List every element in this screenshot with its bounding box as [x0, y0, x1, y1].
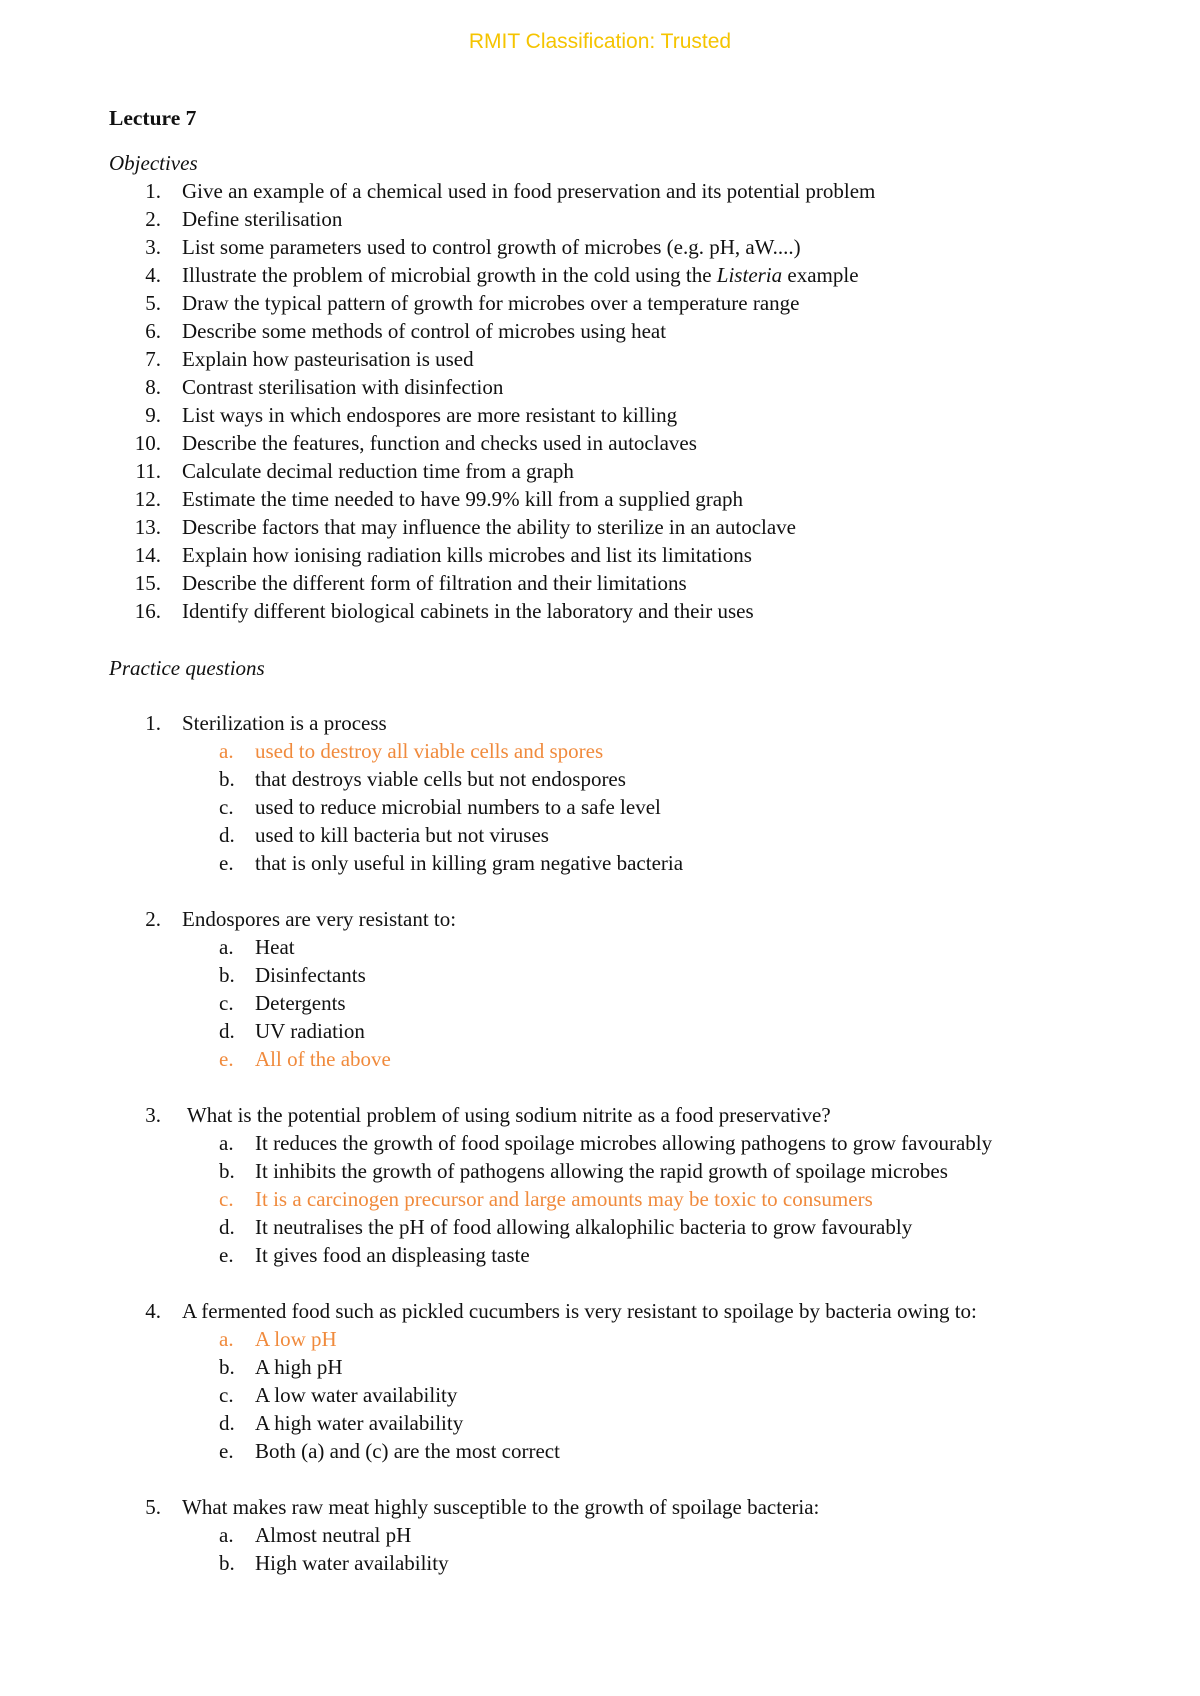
- option-text: Almost neutral pH: [255, 1523, 412, 1547]
- objective-text: Explain how ionising radiation kills microbes and list its limitations: [182, 543, 752, 567]
- objectives-heading: Objectives: [109, 151, 198, 175]
- option-text: Disinfectants: [255, 963, 366, 987]
- question-stem: [109, 1493, 1139, 1521]
- option-text: It neutralises the pH of food allowing alkalophilic bacteria to grow favourably: [255, 1215, 913, 1239]
- objective-item: [109, 317, 1139, 345]
- option-letter: d.: [219, 1411, 235, 1435]
- objective-text: Contrast sterilisation with disinfection: [182, 375, 504, 399]
- objective-item: [109, 429, 1139, 457]
- objective-number: 2.: [145, 207, 161, 231]
- option-text: A low pH: [255, 1327, 337, 1351]
- option-letter: c.: [219, 1187, 234, 1211]
- objective-text: Calculate decimal reduction time from a graph: [182, 459, 574, 483]
- option-text: High water availability: [255, 1551, 449, 1575]
- objective-number: 16.: [134, 599, 161, 623]
- option-text: Detergents: [255, 991, 346, 1015]
- objective-text: Describe factors that may influence the ability to sterilize in an autoclave: [182, 515, 797, 539]
- question-stem: [109, 709, 1139, 737]
- answer-option-correct: [109, 1185, 1139, 1213]
- objective-number: 12.: [134, 487, 161, 511]
- answer-option: [109, 765, 1139, 793]
- objective-item: [109, 513, 1139, 541]
- option-letter: c.: [219, 1383, 234, 1407]
- option-text: that is only useful in killing gram negative bacteria: [255, 851, 684, 875]
- objective-item: [109, 597, 1139, 625]
- document-body: [109, 103, 1139, 1577]
- answer-option: [109, 793, 1139, 821]
- option-letter: b.: [219, 1355, 235, 1379]
- option-letter: e.: [219, 851, 234, 875]
- option-letter: e.: [219, 1047, 234, 1071]
- answer-option: [109, 933, 1139, 961]
- option-text: used to kill bacteria but not viruses: [255, 823, 549, 847]
- answer-option-correct: [109, 1045, 1139, 1073]
- objective-italic-term: Listeria: [716, 263, 783, 287]
- answer-option: [109, 1157, 1139, 1185]
- option-letter: d.: [219, 823, 235, 847]
- option-text: All of the above: [255, 1047, 391, 1071]
- option-text: It inhibits the growth of pathogens allowing the rapid growth of spoilage microbes: [255, 1159, 948, 1183]
- option-text: A low water availability: [255, 1383, 458, 1407]
- question-text: What makes raw meat highly susceptible to the growth of spoilage bacteria:: [182, 1495, 820, 1519]
- answer-option: [109, 1353, 1139, 1381]
- answer-option: [109, 849, 1139, 877]
- objective-number: 13.: [134, 515, 161, 539]
- answer-option: [109, 961, 1139, 989]
- objective-item: [109, 177, 1139, 205]
- option-letter: a.: [219, 1523, 234, 1547]
- objective-text: Define sterilisation: [182, 207, 343, 231]
- objective-number: 14.: [134, 543, 161, 567]
- objective-item: [109, 233, 1139, 261]
- objective-text: [182, 261, 859, 289]
- option-letter: c.: [219, 795, 234, 819]
- objective-text-before: Illustrate the problem of microbial growth in the cold using the: [182, 263, 717, 287]
- question-number: 2.: [145, 907, 161, 931]
- lecture-title: Lecture 7: [109, 106, 197, 130]
- answer-option: [109, 1213, 1139, 1241]
- option-letter: b.: [219, 767, 235, 791]
- question-number: 4.: [145, 1299, 161, 1323]
- option-letter: b.: [219, 963, 235, 987]
- objective-text: Give an example of a chemical used in food preservation and its potential problem: [182, 179, 876, 203]
- option-letter: d.: [219, 1019, 235, 1043]
- answer-option: [109, 821, 1139, 849]
- option-letter: a.: [219, 739, 234, 763]
- answer-option: [109, 1549, 1139, 1577]
- question-number: 5.: [145, 1495, 161, 1519]
- answer-option: [109, 989, 1139, 1017]
- option-letter: a.: [219, 1131, 234, 1155]
- option-text: used to destroy all viable cells and spores: [255, 739, 604, 763]
- answer-option-correct: [109, 737, 1139, 765]
- question-stem: [109, 1297, 1139, 1325]
- question-3: [109, 1101, 1139, 1269]
- answer-option: [109, 1521, 1139, 1549]
- objective-text: List some parameters used to control growth of microbes (e.g. pH, aW....): [182, 235, 801, 259]
- question-text: A fermented food such as pickled cucumbers is very resistant to spoilage by bacteria owing to:: [182, 1299, 977, 1323]
- objective-number: 7.: [145, 347, 161, 371]
- practice-questions-heading: Practice questions: [109, 656, 265, 680]
- option-text: UV radiation: [255, 1019, 365, 1043]
- question-stem: [109, 905, 1139, 933]
- objective-item: [109, 261, 1139, 289]
- question-2: [109, 905, 1139, 1073]
- option-text: A high water availability: [255, 1411, 464, 1435]
- objective-text: Draw the typical pattern of growth for microbes over a temperature range: [182, 291, 800, 315]
- answer-option: [109, 1437, 1139, 1465]
- objective-item: [109, 457, 1139, 485]
- objective-number: 4.: [145, 263, 161, 287]
- objective-text: List ways in which endospores are more resistant to killing: [182, 403, 678, 427]
- answer-option: [109, 1017, 1139, 1045]
- option-text: It reduces the growth of food spoilage microbes allowing pathogens to grow favourably: [255, 1131, 993, 1155]
- option-text: It is a carcinogen precursor and large amounts may be toxic to consumers: [255, 1187, 873, 1211]
- question-number: 3.: [145, 1103, 161, 1127]
- option-text: Both (a) and (c) are the most correct: [255, 1439, 560, 1463]
- objective-text: Describe the features, function and checks used in autoclaves: [182, 431, 697, 455]
- option-letter: b.: [219, 1551, 235, 1575]
- objective-number: 11.: [135, 459, 161, 483]
- objective-text: Estimate the time needed to have 99.9% kill from a supplied graph: [182, 487, 744, 511]
- objective-number: 9.: [145, 403, 161, 427]
- option-text: that destroys viable cells but not endospores: [255, 767, 626, 791]
- objective-item: [109, 541, 1139, 569]
- option-text: used to reduce microbial numbers to a safe level: [255, 795, 661, 819]
- question-1: [109, 709, 1139, 877]
- objective-number: 15.: [134, 571, 161, 595]
- objective-item: [109, 569, 1139, 597]
- objective-text: Describe the different form of filtration and their limitations: [182, 571, 687, 595]
- question-5: [109, 1493, 1139, 1577]
- answer-option: [109, 1129, 1139, 1157]
- objective-text: Identify different biological cabinets in the laboratory and their uses: [182, 599, 754, 623]
- objective-text-after: example: [782, 263, 859, 287]
- question-4: [109, 1297, 1139, 1465]
- option-letter: e.: [219, 1439, 234, 1463]
- answer-option: [109, 1241, 1139, 1269]
- option-letter: e.: [219, 1243, 234, 1267]
- classification-label: RMIT Classification: Trusted: [468, 30, 732, 53]
- option-text: A high pH: [255, 1355, 343, 1379]
- objective-number: 1.: [145, 179, 161, 203]
- question-text: What is the potential problem of using sodium nitrite as a food preservative?: [182, 1103, 831, 1127]
- question-text: Sterilization is a process: [182, 711, 387, 735]
- question-stem: [109, 1101, 1139, 1129]
- answer-option: [109, 1381, 1139, 1409]
- option-letter: c.: [219, 991, 234, 1015]
- objective-item: [109, 485, 1139, 513]
- objective-text: Describe some methods of control of microbes using heat: [182, 319, 667, 343]
- objective-item: [109, 401, 1139, 429]
- option-letter: b.: [219, 1159, 235, 1183]
- objective-item: [109, 205, 1139, 233]
- objectives-list: [109, 177, 1139, 625]
- option-text: Heat: [255, 935, 295, 959]
- objective-text: Explain how pasteurisation is used: [182, 347, 474, 371]
- question-number: 1.: [145, 711, 161, 735]
- objective-number: 8.: [145, 375, 161, 399]
- objective-number: 10.: [134, 431, 161, 455]
- objective-item: [109, 373, 1139, 401]
- answer-option: [109, 1409, 1139, 1437]
- option-letter: a.: [219, 935, 234, 959]
- objective-item: [109, 289, 1139, 317]
- option-letter: a.: [219, 1327, 234, 1351]
- objective-number: 3.: [145, 235, 161, 259]
- answer-option-correct: [109, 1325, 1139, 1353]
- objective-number: 6.: [145, 319, 161, 343]
- option-letter: d.: [219, 1215, 235, 1239]
- option-text: It gives food an displeasing taste: [255, 1243, 530, 1267]
- objective-item: [109, 345, 1139, 373]
- objective-number: 5.: [145, 291, 161, 315]
- question-text: Endospores are very resistant to:: [182, 907, 457, 931]
